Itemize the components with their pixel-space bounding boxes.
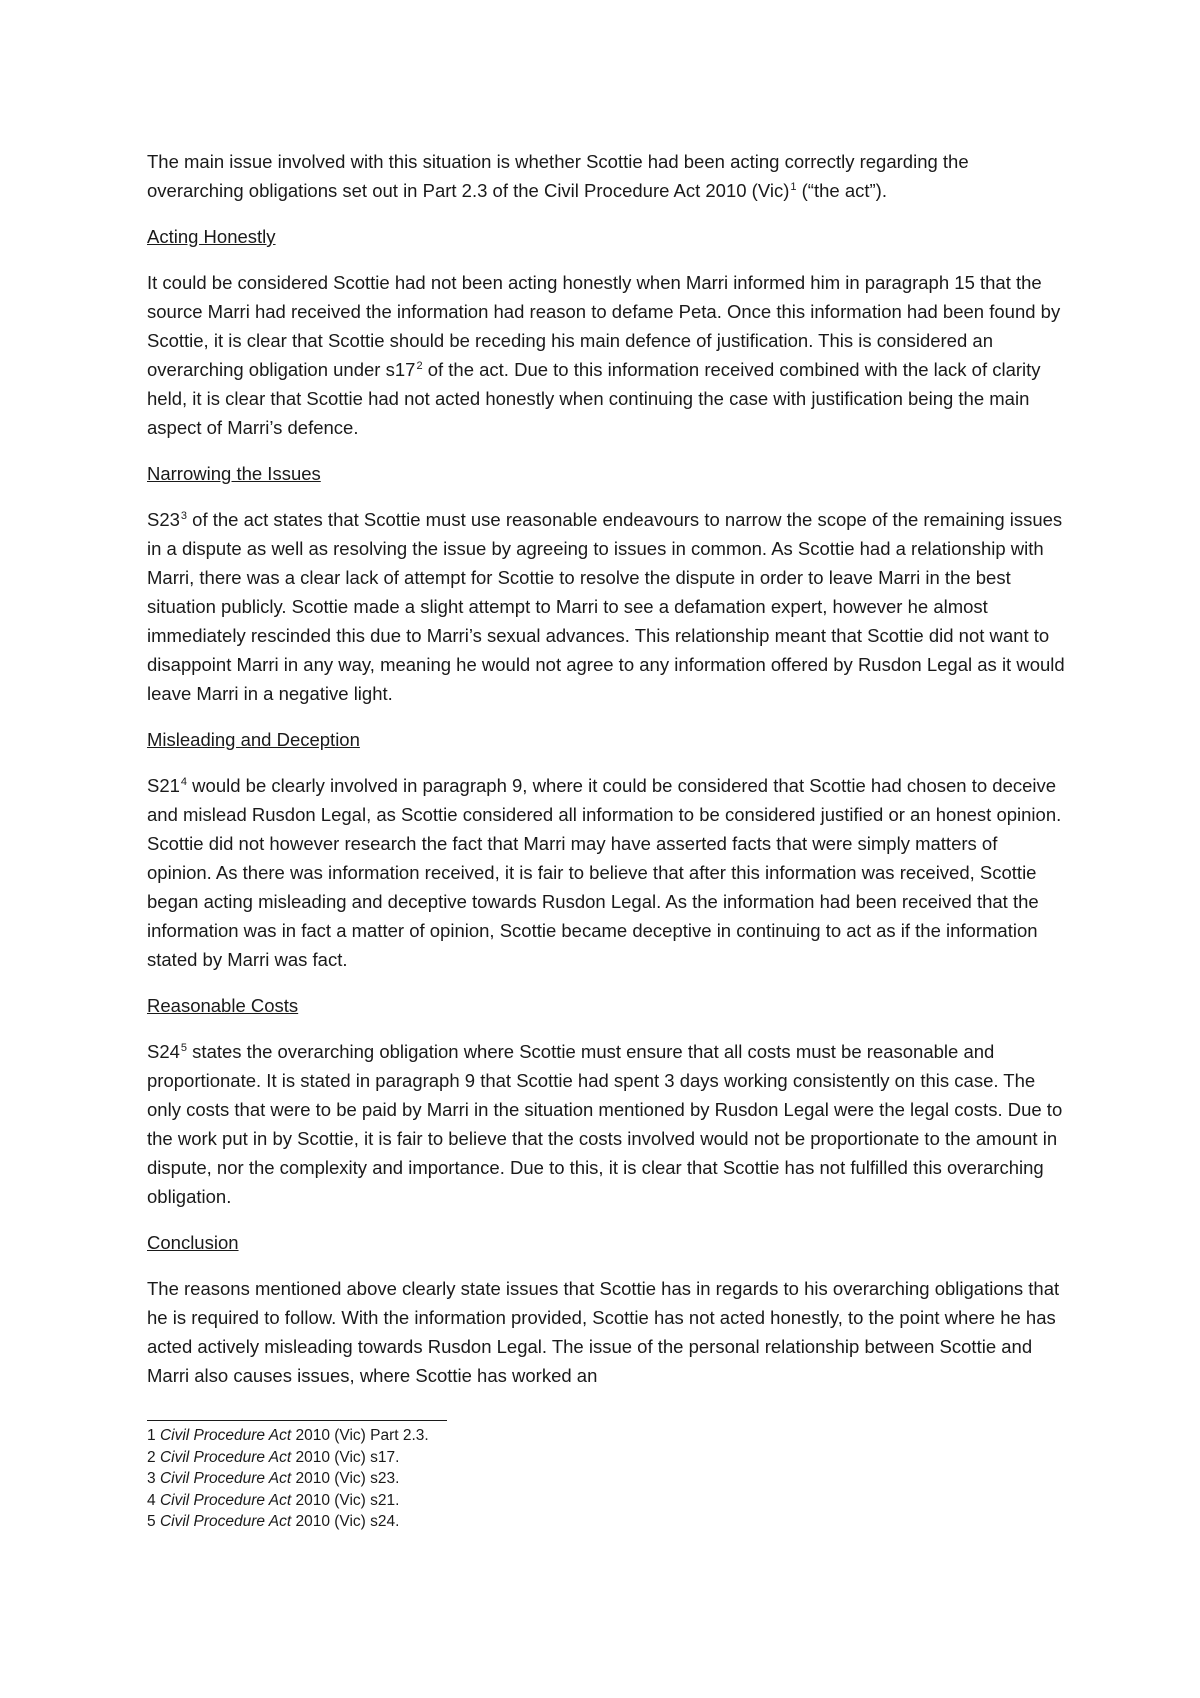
footnote-2: 2 Civil Procedure Act 2010 (Vic) s17.: [147, 1448, 400, 1466]
footnote-1: 1 Civil Procedure Act 2010 (Vic) Part 2.3.: [147, 1427, 429, 1444]
paragraph-acting-honestly: [147, 268, 1067, 442]
paragraph-narrowing-issues: [147, 505, 1067, 708]
paragraph-conclusion: The reasons mentioned above clearly state issues that Scottie has in regards to his overarching obligations that he is required to follow. With the information provided, Scottie has not acted honestly, to the point where he has acted actively misleading towards Rusdon Legal. The issue of the personal relationship between Scottie and Marri also causes issues, where Scottie has worked an: [147, 1278, 1060, 1386]
intro-paragraph: [147, 147, 1067, 205]
footnote-ref-1: 1: [790, 181, 797, 193]
document-body: [147, 147, 1067, 1407]
footnote-ref-2: 2: [416, 360, 423, 372]
paragraph-text: S23: [147, 509, 180, 530]
footnote-separator: [147, 1420, 447, 1421]
paragraph-text-end: of the act states that Scottie must use reasonable endeavours to narrow the scope of the remaining issues in a dispute as well as resolving the issue by agreeing to issues in common. As Scottie had a relationship with Marri, there was a clear lack of attempt for Scottie to resolve the dispute in order to leave Marri in the best situation publicly. Scottie made a slight attempt to Marri to see a defamation expert, however he almost immediately rescinded this due to Marri’s sexual advances. This relationship meant that Scottie did not want to disappoint Marri in any way, meaning he would not agree to any information offered by Rusdon Legal as it would leave Marri in a negative light.: [147, 509, 1065, 704]
footnote-3: 3 Civil Procedure Act 2010 (Vic) s23.: [147, 1470, 400, 1487]
paragraph-misleading-deception: [147, 771, 1067, 974]
section-heading-conclusion: Conclusion: [147, 1232, 239, 1253]
paragraph-text: S21: [147, 775, 180, 796]
section-heading-acting-honestly: Acting Honestly: [147, 226, 276, 247]
intro-text-end: (“the act”).: [796, 180, 887, 201]
section-heading-reasonable-costs: Reasonable Costs: [147, 995, 299, 1016]
footnote-ref-5: 5: [180, 1042, 188, 1054]
footnote-ref-4: 4: [180, 776, 188, 788]
paragraph-text-end: states the overarching obligation where Scottie must ensure that all costs must be reasonable and proportionate. It is stated in paragraph 9 that Scottie had spent 3 days working consistently on this case. The only costs that were to be paid by Marri in the situation mentioned by Rusdon Legal were the legal costs. Due to the work put in by Scottie, it is fair to believe that the costs involved would not be proportionate to the amount in dispute, nor the complexity and importance. Due to this, it is clear that Scottie has not fulfilled this overarching obligation.: [147, 1041, 1063, 1207]
footnotes: [147, 1420, 1067, 1533]
section-heading-narrowing-issues: Narrowing the Issues: [147, 463, 321, 484]
paragraph-text-end: would be clearly involved in paragraph 9, where it could be considered that Scottie had chosen to deceive and mislead Rusdon Legal, as Scottie considered all information to be considered justified or an honest opinion. Scottie did not however research the fact that Marri may have asserted facts that were simply matters of opinion. As there was information received, it is fair to believe that after this information was received, Scottie began acting misleading and deceptive towards Rusdon Legal. As the information had been received that the information was in fact a matter of opinion, Scottie became deceptive in continuing to act as if the information stated by Marri was fact.: [147, 775, 1062, 970]
footnote-ref-3: 3: [180, 510, 188, 522]
footnote-5: 5 Civil Procedure Act 2010 (Vic) s24.: [147, 1513, 400, 1530]
paragraph-text: It could be considered Scottie had not been acting honestly when Marri informed him in paragraph 15 that the source Marri had received the information had reason to defame Peta. Once this information had been found by Scottie, it is clear that Scottie should be receding his main defence of justification. This is considered an overarching obligation under s17: [147, 272, 1061, 380]
section-heading-misleading-deception: Misleading and Deception: [147, 729, 360, 750]
paragraph-reasonable-costs: [147, 1037, 1067, 1211]
paragraph-text-end: of the act. Due to this information received combined with the lack of clarity held, it is clear that Scottie had not acted honestly when continuing the case with justification being the main aspect of Marri’s defence.: [147, 359, 1041, 438]
intro-text: The main issue involved with this situation is whether Scottie had been acting correctly regarding the overarching obligations set out in Part 2.3 of the Civil Procedure Act 2010 (Vic): [147, 151, 969, 201]
paragraph-text: S24: [147, 1041, 180, 1062]
footnote-4: 4 Civil Procedure Act 2010 (Vic) s21.: [147, 1491, 400, 1509]
